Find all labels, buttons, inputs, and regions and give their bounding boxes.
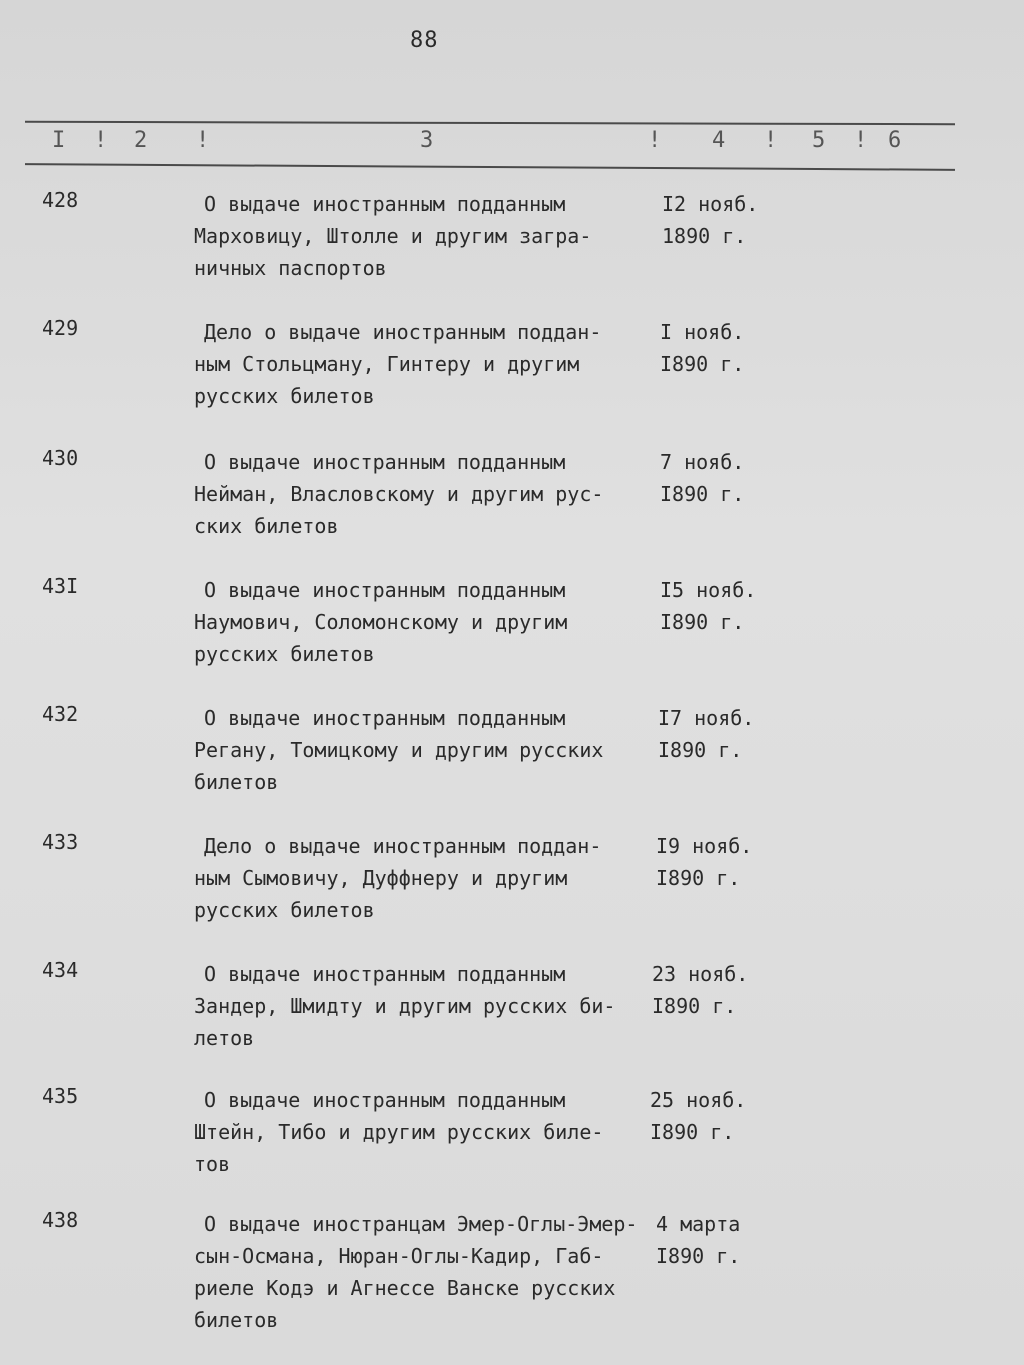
- entry-description: [194, 316, 654, 412]
- description-line: О выдаче иностранным подданным: [204, 192, 566, 216]
- column-header-3: 3: [420, 128, 434, 153]
- date-day: 25 нояб.: [650, 1088, 747, 1112]
- entry-date: [650, 1084, 746, 1148]
- description-line: Штейн, Тибо и другим русских биле-: [194, 1120, 604, 1144]
- description-line: О выдаче иностранным подданным: [204, 450, 566, 474]
- entry-number: 438: [42, 1208, 79, 1232]
- column-header-1: I: [52, 128, 66, 153]
- entry-date: [660, 446, 744, 510]
- entry-description: [194, 574, 654, 670]
- date-year: I890 г.: [656, 866, 741, 890]
- entry-number: 43I: [42, 574, 79, 598]
- date-year: I890 г.: [660, 482, 745, 506]
- entry-date: [658, 702, 754, 766]
- date-day: I5 нояб.: [660, 578, 757, 602]
- entry-number: 430: [42, 446, 79, 470]
- description-line: Зандер, Шмидту и другим русских би-: [194, 994, 616, 1018]
- description-line: Наумович, Соломонскому и другим: [194, 610, 568, 634]
- column-header-2: 2: [134, 128, 148, 153]
- entry-date: [656, 1208, 740, 1272]
- description-line: О выдаче иностранным подданным: [204, 578, 566, 602]
- entry-description: [194, 702, 654, 798]
- description-line: О выдаче иностранным подданным: [204, 962, 566, 986]
- description-line: сын-Османа, Нюран-Оглы-Кадир, Габ-: [194, 1244, 604, 1268]
- entry-description: [194, 1208, 654, 1336]
- description-line: ничных паспортов: [194, 256, 387, 280]
- description-line: Дело о выдаче иностранным поддан-: [204, 834, 602, 858]
- date-day: 7 нояб.: [660, 450, 745, 474]
- page-number: 88: [410, 28, 439, 53]
- entry-date: [656, 830, 752, 894]
- entry-number: 432: [42, 702, 79, 726]
- entry-date: [660, 316, 744, 380]
- description-line: русских билетов: [194, 384, 375, 408]
- entry-date: [662, 188, 758, 252]
- column-header-4: 4: [712, 128, 726, 153]
- description-line: Регану, Томицкому и другим русских: [194, 738, 604, 762]
- column-separator: !: [764, 128, 778, 153]
- description-line: билетов: [194, 770, 279, 794]
- date-year: 1890 г.: [662, 224, 747, 248]
- description-line: ным Сымовичу, Дуффнеру и другим: [194, 866, 568, 890]
- entry-date: [660, 574, 756, 638]
- description-line: летов: [194, 1026, 255, 1050]
- description-line: ских билетов: [194, 514, 339, 538]
- entry-description: [194, 1084, 654, 1180]
- header-top-rule: [25, 121, 955, 125]
- date-year: I890 г.: [658, 738, 743, 762]
- description-line: Марховицу, Штолле и другим загра-: [194, 224, 592, 248]
- date-year: I890 г.: [660, 352, 745, 376]
- description-line: тов: [194, 1152, 231, 1176]
- description-line: ным Стольцману, Гинтеру и другим: [194, 352, 580, 376]
- entry-number: 429: [42, 316, 79, 340]
- entry-number: 434: [42, 958, 79, 982]
- entry-description: [194, 958, 654, 1054]
- date-day: 4 марта: [656, 1212, 741, 1236]
- entry-number: 433: [42, 830, 79, 854]
- date-day: I7 нояб.: [658, 706, 755, 730]
- column-separator: !: [854, 128, 868, 153]
- date-day: 23 нояб.: [652, 962, 749, 986]
- date-day: I2 нояб.: [662, 192, 759, 216]
- description-line: Дело о выдаче иностранным поддан-: [204, 320, 602, 344]
- column-separator: !: [648, 128, 662, 153]
- entry-date: [652, 958, 748, 1022]
- description-line: билетов: [194, 1308, 279, 1332]
- description-line: русских билетов: [194, 642, 375, 666]
- column-separator: !: [196, 128, 210, 153]
- entry-number: 428: [42, 188, 79, 212]
- description-line: русских билетов: [194, 898, 375, 922]
- date-year: I890 г.: [650, 1120, 735, 1144]
- description-line: Нейман, Власловскому и другим рус-: [194, 482, 604, 506]
- description-line: О выдаче иностранцам Эмер-Оглы-Эмер-: [204, 1212, 638, 1236]
- date-day: I9 нояб.: [656, 834, 753, 858]
- column-header-5: 5: [812, 128, 826, 153]
- column-separator: !: [94, 128, 108, 153]
- header-bottom-rule: [25, 163, 955, 171]
- entry-description: [194, 446, 654, 542]
- date-day: I нояб.: [660, 320, 745, 344]
- entry-number: 435: [42, 1084, 79, 1108]
- column-header-6: 6: [888, 128, 902, 153]
- description-line: риеле Кодэ и Агнессе Ванске русских: [194, 1276, 616, 1300]
- date-year: I890 г.: [660, 610, 745, 634]
- date-year: I890 г.: [652, 994, 737, 1018]
- entry-description: [194, 830, 654, 926]
- entry-description: [194, 188, 654, 284]
- description-line: О выдаче иностранным подданным: [204, 706, 566, 730]
- description-line: О выдаче иностранным подданным: [204, 1088, 566, 1112]
- date-year: I890 г.: [656, 1244, 741, 1268]
